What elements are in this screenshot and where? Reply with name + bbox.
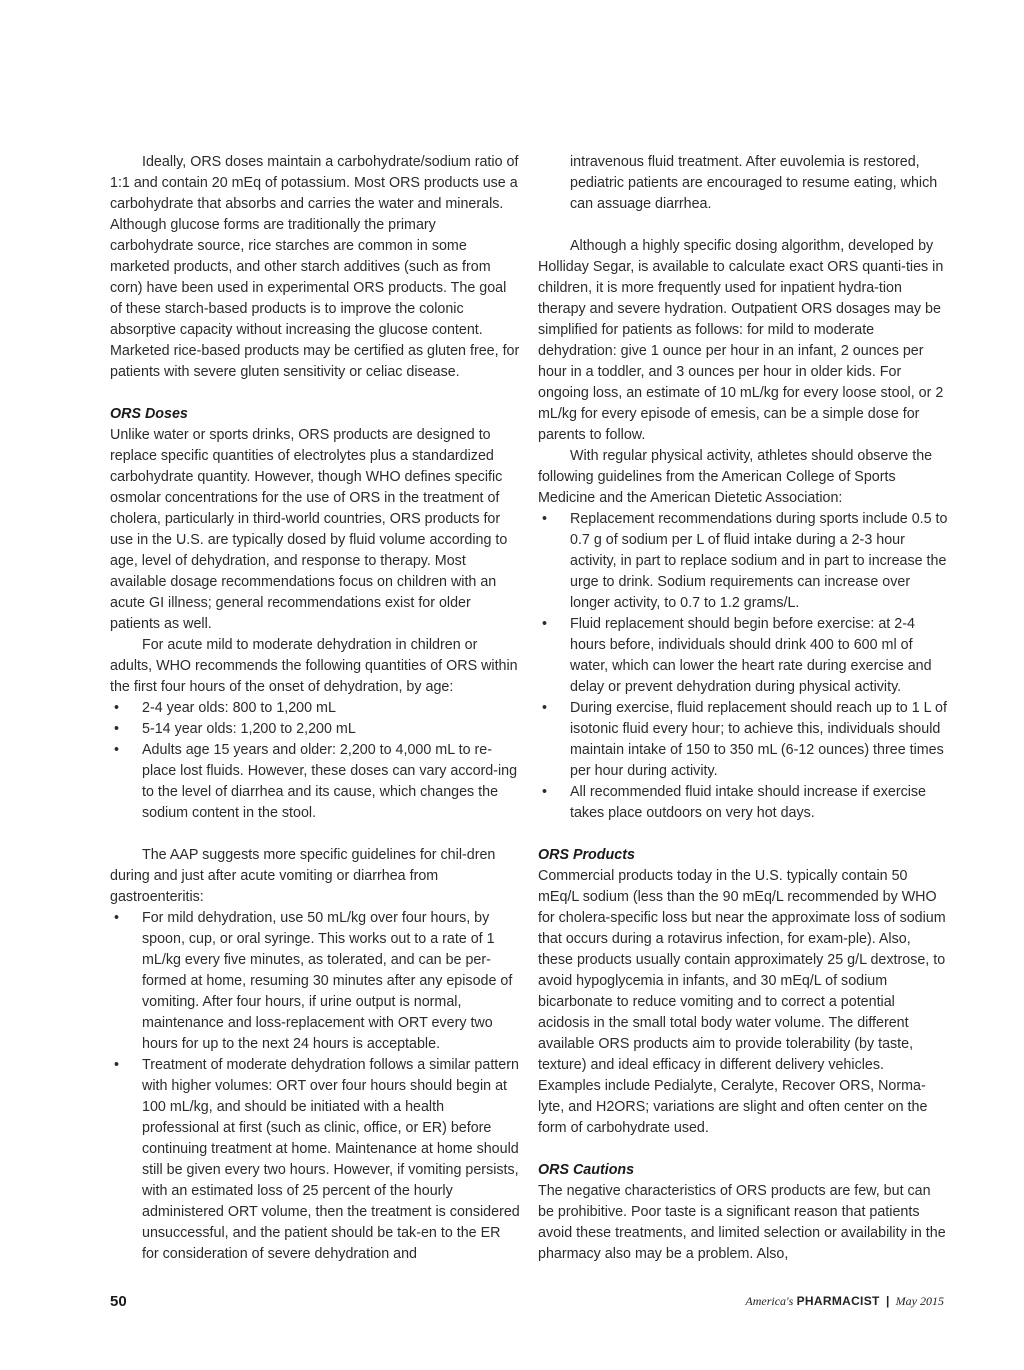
bullet-icon: • [542,700,548,716]
bullet-icon: • [114,910,120,926]
paragraph-ors-products: Commercial products today in the U.S. typically contain 50 mEq/L sodium (less than the 90 mEq/L recommended by WHO for cholera-specific loss but near the approximate loss of sodium that occurs during a rotavirus infection, for exam-ple). Also, these products usually contain approximately 25 g/L dextrose, to avoid hypoglycemia in infants, and 30 mEq/L of sodium bicarbonate to reduce vomiting and to correct a potential acidosis in the small total body water volume. The different available ORS products aim to provide tolerability (by taste, texture) and ideal efficacy in different delivery vehicles. Examples include Pedialyte, Ceralyte, Recover ORS, Norma-lyte, and H2ORS; variations are slight and often center on the form of carbohydrate used. [538,868,946,1136]
heading-ors-cautions: ORS Cautions [538,1162,635,1178]
magazine-name: PHARMACIST [796,1294,880,1308]
list-item: • 5-14 year olds: 1,200 to 2,200 mL [110,719,520,740]
athlete-guideline-list [538,509,948,824]
bullet-icon: • [542,784,548,800]
page-number: 50 [110,1293,127,1310]
footer-separator: | [885,1294,890,1308]
list-item: • Treatment of moderate dehydration follows a similar pattern with higher volumes: ORT over four hours should begin at 100 mL/kg, and should be initiated with a health professional at first (such as clinic, office, or ER) before continuing treatment at home. Maintenance at home should still be given every two hours. However, if vomiting persists, with an estimated loss of 25 percent of the hourly administered ORT volume, then the treatment is considered unsuccessful, and the patient should be tak-en to the ER for consideration of severe dehydration and [114,1057,520,1262]
left-column [110,152,520,1265]
paragraph-carbohydrate-ratio: Ideally, ORS doses maintain a carbohydrate/sodium ratio of 1:1 and contain 20 mEq of potassium. Most ORS products use a carbohydrate that absorbs and carries the water and minerals. Although glucose forms are traditionally the primary carbohydrate source, rice starches are common in some marketed products, and other starch additives (such as from corn) have been used in experimental ORS products. The goal of these starch-based products is to improve the colonic absorptive capacity without increasing the glucose content. Marketed rice-based products may be certified as gluten free, for patients with severe gluten sensitivity or celiac disease. [110,154,520,380]
issue-date: May 2015 [895,1294,944,1308]
paragraph-holliday-segar: Although a highly specific dosing algorithm, developed by Holliday Segar, is available to calculate exact ORS quanti-ties in children, it is more frequently used for inpatient hydra-tion therapy and severe hydration. Outpatient ORS dosages may be simplified for patients as follows: for mild to moderate dehydration: give 1 ounce per hour in an infant, 2 ounces per hour in a toddler, and 3 ounces per hour in older kids. For ongoing loss, an estimate of 10 mL/kg for every loose stool, or 2 mL/kg for every episode of emesis, can be a simple dose for parents to follow. [538,238,944,443]
list-item: • For mild dehydration, use 50 mL/kg over four hours, by spoon, cup, or oral syringe. This works out to a rate of 1 mL/kg every five minutes, as tolerated, and can be per-formed at home, resuming 30 minutes after any episode of vomiting. After four hours, if urine output is normal, maintenance and loss-replacement with ORT every two hours for up to the next 24 hours is acceptable. [114,910,513,1052]
heading-ors-doses: ORS Doses [110,406,188,422]
paragraph-continuation: intravenous fluid treatment. After euvolemia is restored, pediatric patients are encouraged to resume eating, which can assuage diarrhea. [570,154,938,212]
right-column [538,152,948,1265]
bullet-icon: • [542,616,548,632]
heading-ors-products: ORS Products [538,847,635,863]
paragraph-ors-cautions: The negative characteristics of ORS products are few, but can be prohibitive. Poor taste is a significant reason that patients avoid these treatments, and limited selection or availability in the pharmacy also may be a problem. Also, [538,1183,946,1262]
bullet-icon: • [542,511,548,527]
list-item: • During exercise, fluid replacement should reach up to 1 L of isotonic fluid every hour; to achieve this, individuals should maintain intake of 150 to 350 mL (6-12 ounces) three times per hour during activity. [542,700,947,779]
paragraph-aap-guidelines: The AAP suggests more specific guidelines for chil-dren during and just after acute vomiting or diarrhea from gastroenteritis: [110,847,496,905]
list-item: • All recommended fluid intake should increase if exercise takes place outdoors on very hot days. [542,784,927,821]
bullet-icon: • [114,1057,120,1073]
bullet-icon: • [114,721,120,737]
paragraph-ors-doses-intro: Unlike water or sports drinks, ORS products are designed to replace specific quantities of electrolytes plus a standardized carbohydrate quantity. However, though WHO defines specific osmolar concentrations for the use of ORS in the treatment of cholera, particularly in third-world countries, ORS products for use in the U.S. are typically dosed by fluid volume according to age, level of dehydration, and response to therapy. Most available dosage recommendations focus on children with an acute GI illness; general recommendations exist for older patients as well. [110,427,508,632]
bullet-icon: • [114,742,120,758]
list-item: • Fluid replacement should begin before exercise: at 2-4 hours before, individuals should drink 400 to 600 ml of water, which can lower the heart rate during exercise and delay or prevent dehydration during physical activity. [542,616,932,695]
list-item: • Replacement recommendations during sports include 0.5 to 0.7 g of sodium per L of fluid intake during a 2-3 hour activity, in part to replace sodium and in part to increase the urge to drink. Sodium requirements can increase over longer activity, to 0.7 to 1.2 grams/L. [542,511,948,611]
who-dose-list [110,698,520,824]
paragraph-who-recommendation: For acute mild to moderate dehydration in children or adults, WHO recommends the following quantities of ORS within the first four hours of the onset of dehydration, by age: [110,637,518,695]
list-item: • 2-4 year olds: 800 to 1,200 mL [110,698,520,719]
publication-name: America's [745,1294,794,1308]
aap-guideline-list [110,908,520,1265]
list-item: • Adults age 15 years and older: 2,200 to 4,000 mL to re-place lost fluids. However, these doses can vary accord-ing to the level of diarrhea and its cause, which changes the sodium content in the stool. [114,742,518,821]
paragraph-athletes: With regular physical activity, athletes should observe the following guidelines from the American College of Sports Medicine and the American Dietetic Association: [538,448,933,506]
bullet-icon: • [114,700,120,716]
running-footer [745,1294,944,1309]
